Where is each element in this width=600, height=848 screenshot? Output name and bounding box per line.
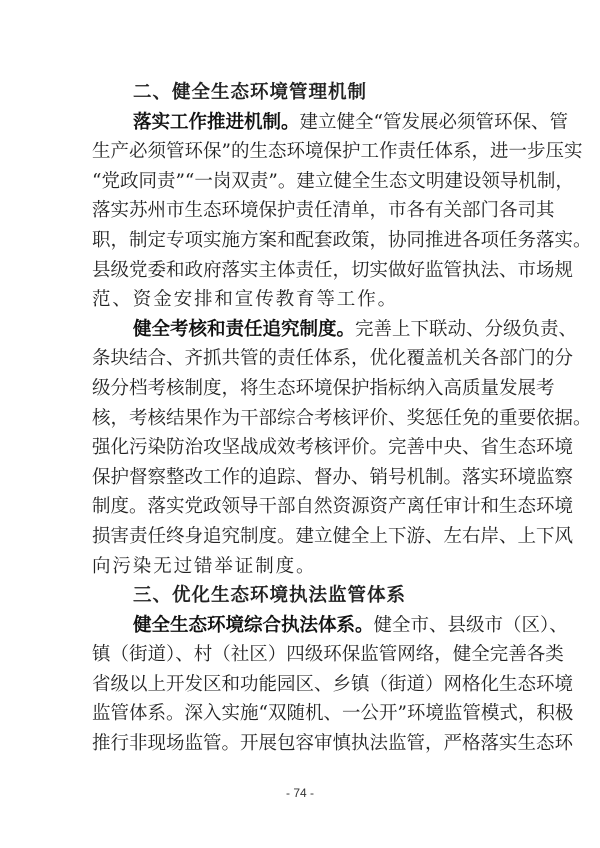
paragraph-line — [92, 611, 568, 641]
page-number: - 74 - — [285, 786, 314, 800]
paragraph-line: 范、资金安排和宣传教育等工作。 — [92, 289, 399, 311]
paragraph-line: 镇（街道）、村（社区）四级环保监管网络，健全完善各类 — [92, 644, 564, 666]
paragraph-lead: 健全生态环境综合执法体系。 — [133, 614, 374, 636]
paragraph — [92, 108, 592, 315]
paragraph-line — [92, 315, 578, 345]
paragraph-line: 省级以上开发区和功能园区、乡镇（街道）网格化生态环境 — [92, 673, 574, 695]
paragraph — [92, 611, 574, 759]
paragraph-line: 生产必须管环保”的生态环境保护工作责任体系，进一步压实 — [92, 141, 583, 163]
document-body — [92, 78, 592, 759]
paragraph-line: 级分档考核制度，将生态环境保护指标纳入高质量发展考 — [92, 377, 555, 399]
text: 健全市、县级市（区）、 — [373, 614, 568, 636]
paragraph-line — [92, 108, 568, 138]
paragraph-line: 县级党委和政府落实主体责任，切实做好监管执法、市场规 — [92, 259, 574, 281]
paragraph-line: 保护督察整改工作的追踪、督办、销号机制。落实环境监察 — [92, 466, 574, 488]
paragraph-line: 推行非现场监管。开展包容审慎执法监管，严格落实生态环 — [92, 733, 574, 755]
paragraph-line: “党政同责”“一岗双责”。建立健全生态文明建设领导机制， — [92, 170, 574, 192]
paragraph-line: 损害责任终身追究制度。建立健全上下游、左右岸、上下风 — [92, 525, 574, 547]
paragraph-line: 向污染无过错举证制度。 — [92, 555, 317, 577]
text: 完善上下联动、分级负责、 — [355, 318, 578, 340]
paragraph-line: 职，制定专项实施方案和配套政策，协同推进各项任务落实。 — [92, 229, 592, 251]
section-heading: 二、健全生态环境管理机制 — [133, 82, 368, 103]
text: 建立健全“管发展必须管环保、管 — [299, 111, 568, 133]
paragraph — [92, 315, 592, 581]
paragraph-line: 制度。落实党政领导干部自然资源资产离任审计和生态环境 — [92, 496, 574, 518]
paragraph-line: 强化污染防治攻坚战成效考核评价。完善中央、省生态环境 — [92, 437, 574, 459]
section-heading: 三、优化生态环境执法监管体系 — [133, 585, 407, 607]
paragraph-line: 落实苏州市生态环境保护责任清单，市各有关部门各司其 — [92, 200, 555, 222]
paragraph-lead: 落实工作推进机制。 — [133, 111, 300, 133]
paragraph-line: 监管体系。深入实施“双随机、一公开”环境监管模式，积极 — [92, 703, 574, 725]
paragraph-line: 条块结合、齐抓共管的责任体系，优化覆盖机关各部门的分 — [92, 348, 574, 370]
paragraph-line: 核，考核结果作为干部综合考核评价、奖惩任免的重要依据。 — [92, 407, 592, 429]
paragraph-lead: 健全考核和责任追究制度。 — [133, 318, 356, 340]
